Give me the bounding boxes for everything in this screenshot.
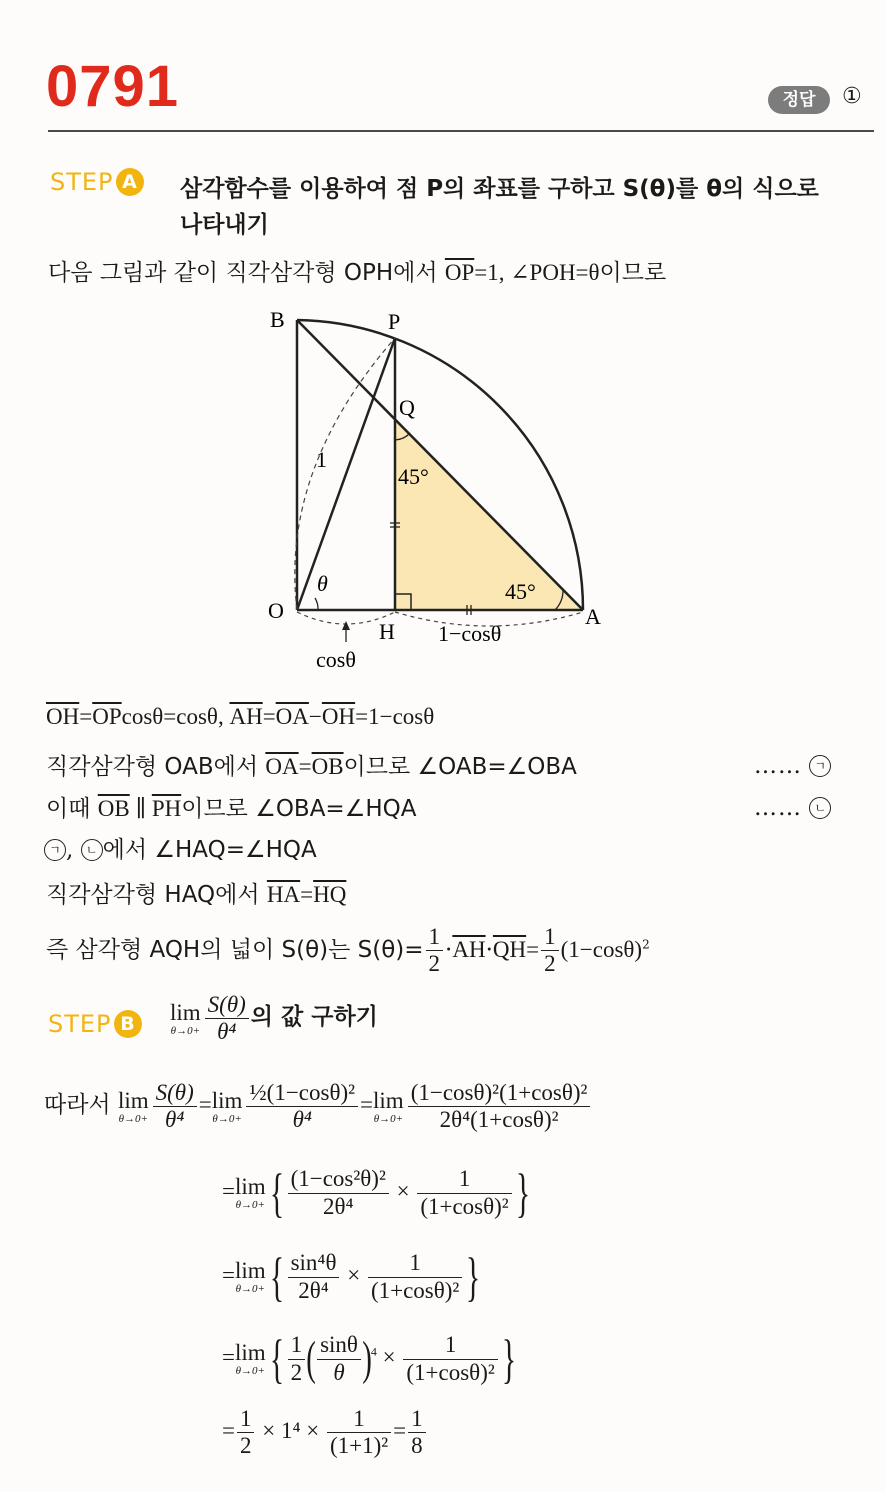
label-h: H xyxy=(379,619,395,644)
geometry-diagram xyxy=(255,300,615,680)
line-area: 즉 삼각형 AQH의 넓이 S(θ)는 S(θ)= $\frac{1}{2}$ $\cdot\overline{AH}\cdot\overline{QH}=$ $\frac{1}{2}$ $(1-\cos\theta)^2$ xyxy=(46,924,650,977)
label-one-minus-cos: 1−cosθ xyxy=(438,621,502,646)
step-b-title: lim θ→0+ $\frac{S(\theta)}{\text{θ⁴}}$ 의 값 구하기 xyxy=(170,992,378,1045)
label-theta: θ xyxy=(317,571,328,596)
step-b-heading xyxy=(48,1010,142,1038)
calc-row-5: = $\frac{1}{2}$ × 1⁴ × $\frac{1}{\text{(1+1)²}}$ = $\frac{1}{8}$ xyxy=(222,1406,428,1460)
label-cos: cosθ xyxy=(316,647,356,672)
step-a-badge: A xyxy=(116,168,144,196)
line-angle-equal: ㄱ , ㄴ 에서 ∠HAQ=∠HQA xyxy=(44,836,317,866)
step-a-title-1: 삼각함수를 이용하여 점 P의 좌표를 구하고 S(θ)를 θ의 식으로 xyxy=(180,176,819,202)
calc-row-4: = lim θ→0+ { $\frac{1}{2}$ ( $\frac{\sin\theta}{\theta}$ )$^4$ × $\frac{1}{\text{(1+cosθ)²}}$ } xyxy=(222,1329,516,1389)
label-q: Q xyxy=(399,395,415,420)
step-b-badge: B xyxy=(114,1010,142,1038)
theta-arc xyxy=(315,598,318,610)
step-a-label: STEP xyxy=(50,168,114,196)
line-oab: 직각삼각형 OAB에서 $\overline{OA}=\overline{OB}$이므로 ∠OAB=∠OBA xyxy=(46,754,577,780)
header-rule xyxy=(48,130,874,132)
intro-line xyxy=(48,258,666,289)
step-b-label: STEP xyxy=(48,1010,112,1038)
label-angle-a: 45° xyxy=(505,579,536,604)
line-haq: 직각삼각형 HAQ에서 $\overline{HA}=\overline{HQ}$ xyxy=(46,882,347,908)
intro-post: =1, ∠POH=θ이므로 xyxy=(474,260,667,285)
ref-mark-2: …… ㄴ xyxy=(754,794,831,824)
calc-row-1: 따라서 lim θ→0+ $\frac{S(\theta)}{\text{θ⁴}}$ = lim θ→0+ $\frac{\text{½(1−cosθ)²}}{\text{θ⁴}}$ = lim θ→0+ $\frac{\text{(1−cosθ)²(1+cosθ)²}}{\text{2θ⁴(1+cosθ)²}}$ xyxy=(44,1080,592,1134)
answer-value: ① xyxy=(842,84,862,109)
arrow-cos-head xyxy=(342,621,350,630)
intro-pre: 다음 그림과 같이 직각삼각형 OPH에서 xyxy=(48,260,445,286)
line-oh-ah: $\overline{OH}=\overline{OP}\cos\theta=\cos\theta$, $\overline{AH}=\overline{OA}-\overline{OH}=1-\cos\theta$ xyxy=(46,704,435,729)
problem-number: 0791 xyxy=(46,54,180,119)
ref-mark-1: …… ㄱ xyxy=(754,752,831,782)
label-o: O xyxy=(268,598,284,623)
label-p: P xyxy=(388,309,401,334)
line-parallel: 이때 $\overline{OB}$ ∥ $\overline{PH}$이므로 ∠OBA=∠HQA xyxy=(46,796,417,822)
calc-row-3: = lim θ→0+ { $\frac{\text{sin⁴θ}}{\text{2θ⁴}}$ × $\frac{1}{\text{(1+cosθ)²}}$ } xyxy=(222,1247,481,1307)
label-angle-q: 45° xyxy=(398,464,429,489)
label-b: B xyxy=(270,307,285,332)
step-a-heading xyxy=(50,168,144,196)
label-one: 1 xyxy=(316,447,327,472)
calc-row-2: = lim θ→0+ { $\frac{\text{(1−cos²θ)²}}{\text{2θ⁴}}$ × $\frac{1}{\text{(1+cosθ)²}}$ } xyxy=(222,1163,530,1223)
answer-label: 정답 xyxy=(768,86,830,114)
step-a-title-2: 나타내기 xyxy=(180,212,269,238)
intro-op: $\overline{OP}$ xyxy=(444,260,475,285)
label-a: A xyxy=(585,604,601,629)
